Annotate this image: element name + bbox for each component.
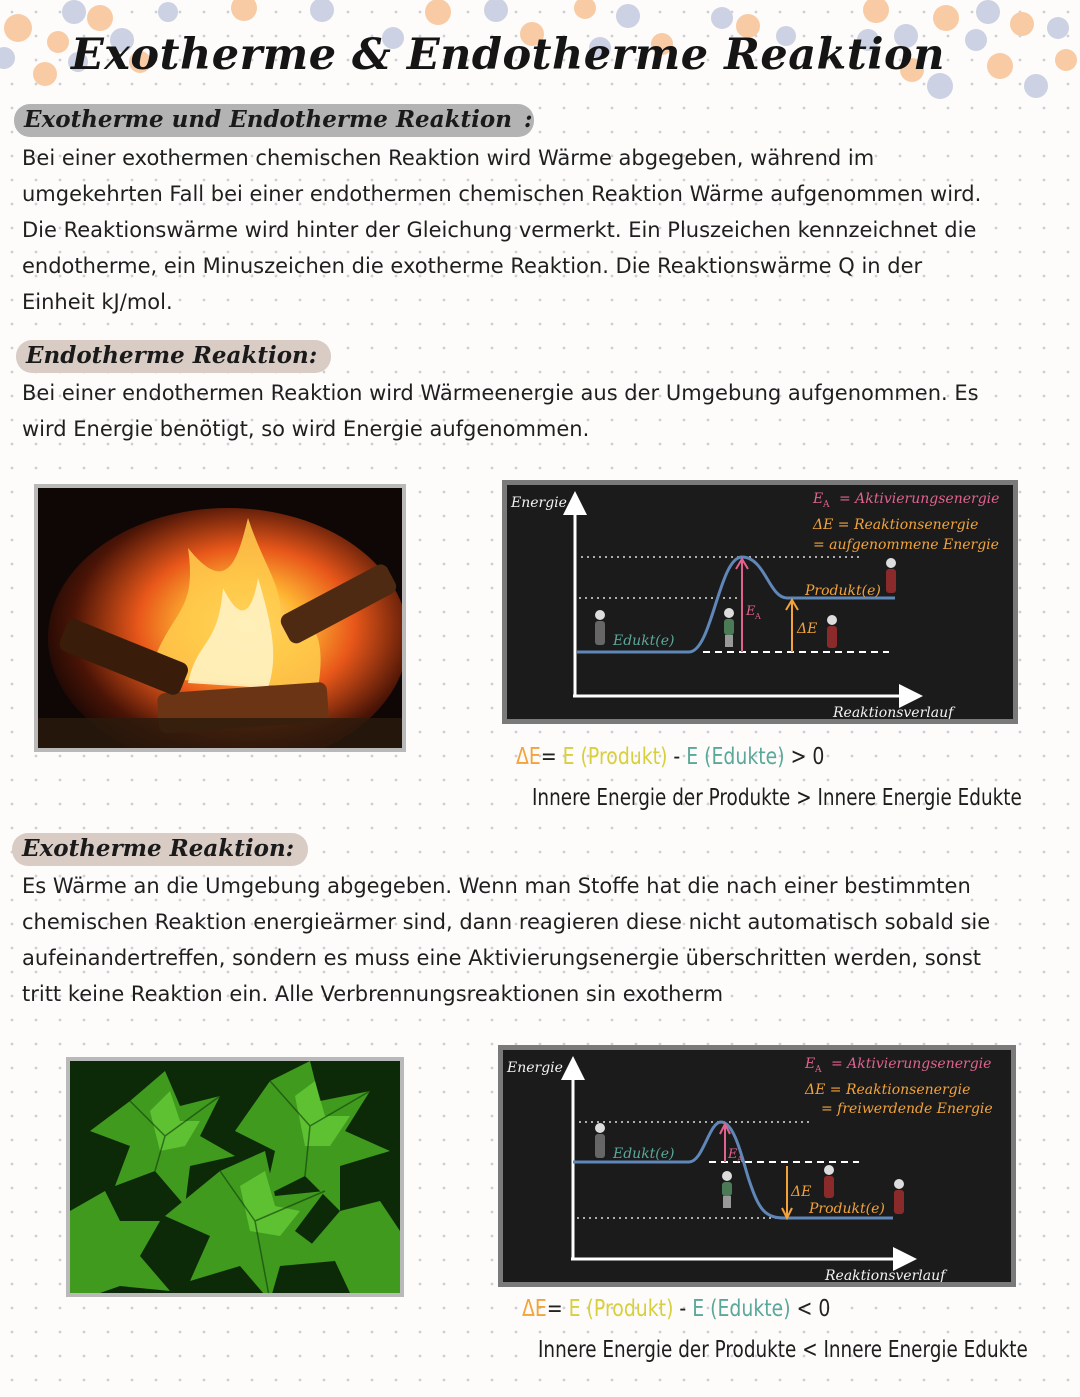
person-figure — [595, 1123, 605, 1158]
legend-ea-text: = Aktivierungsenergie — [839, 491, 1000, 507]
legend-ea-sub: A — [815, 1065, 822, 1075]
intro-line: endotherme, ein Minuszeichen die exotherme Reaktion. Die Reaktionswärme Q in der — [22, 254, 923, 278]
legend-ea-text: = Aktivierungsenergie — [831, 1056, 992, 1072]
intro-line: Bei einer exothermen chemischen Reaktion wird Wärme abgegeben, während im — [22, 146, 875, 170]
intro-line: umgekehrten Fall bei einer endothermen chemischen Reaktion Wärme aufgenommen wird. — [22, 182, 982, 206]
ea-label: E — [728, 1147, 738, 1162]
person-figure — [595, 610, 605, 645]
intro-line: Einheit kJ/mol. — [22, 290, 173, 314]
formula-minus: - — [673, 744, 681, 770]
exo-note: Innere Energie der Produkte < Innere Energie Edukte — [538, 1337, 1028, 1363]
endo-line: Bei einer endothermen Reaktion wird Wärmeenergie aus der Umgebung aufgenommen. Es — [22, 381, 979, 405]
formula-eq: = — [540, 744, 557, 770]
x-axis-label: Reaktionsverlauf — [825, 1268, 946, 1282]
exo-paragraph — [22, 868, 1052, 1012]
intro-heading-text: Exotherme und Endotherme Reaktion — [24, 106, 512, 133]
legend-de: ΔE = Reaktionsenergie — [813, 517, 979, 533]
fire-photo — [34, 484, 406, 752]
legend-ea: E — [813, 491, 824, 507]
exo-formula — [522, 1296, 830, 1322]
exo-line: aufeinandertreffen, sondern es muss eine Aktivierungsenergie überschritten werden, sonst — [22, 946, 982, 970]
ea-sub: A — [737, 1155, 743, 1164]
exo-heading: Exotherme Reaktion: — [12, 833, 308, 866]
formula-produkt: E (Produkt) — [568, 1296, 674, 1322]
legend-de2: = aufgenommene Energie — [813, 537, 999, 553]
endo-note: Innere Energie der Produkte > Innere Energie Edukte — [532, 785, 1022, 811]
exo-line: tritt keine Reaktion ein. Alle Verbrennungsreaktionen sin exotherm — [22, 982, 724, 1006]
exo-energy-diagram — [498, 1045, 1016, 1287]
product-label: Produkt(e) — [809, 1201, 885, 1217]
legend-ea: E — [805, 1056, 816, 1072]
person-figure — [886, 558, 896, 593]
leaves-photo — [66, 1057, 404, 1297]
exo-line: Es Wärme an die Umgebung abgegeben. Wenn man Stoffe hat die nach einer bestimmten — [22, 874, 971, 898]
page-title: Exotherme & Endotherme Reaktion — [71, 30, 945, 80]
formula-delta: ΔE — [522, 1296, 547, 1322]
legend-de2: = freiwerdende Energie — [821, 1101, 993, 1117]
ea-label: E — [746, 604, 756, 619]
intro-paragraph — [22, 140, 1052, 320]
de-label: ΔE — [791, 1184, 812, 1200]
x-axis-label: Reaktionsverlauf — [833, 705, 954, 719]
person-figure — [824, 1165, 834, 1198]
formula-eq: = — [546, 1296, 563, 1322]
educt-label: Edukt(e) — [613, 633, 675, 649]
de-label: ΔE — [797, 621, 818, 637]
endo-paragraph — [22, 375, 1052, 447]
person-figure — [722, 1171, 732, 1208]
y-axis-label: Energie — [511, 495, 567, 511]
intro-heading — [14, 104, 534, 137]
formula-edukte: E (Edukte) — [692, 1296, 791, 1322]
person-figure — [894, 1179, 904, 1214]
legend-ea-sub: A — [823, 500, 830, 510]
formula-produkt: E (Produkt) — [562, 744, 668, 770]
person-figure — [724, 608, 734, 647]
intro-line: Die Reaktionswärme wird hinter der Gleichung vermerkt. Ein Pluszeichen kennzeichnet die — [22, 218, 977, 242]
ea-sub: A — [755, 612, 761, 621]
formula-relation: > 0 — [790, 744, 825, 770]
formula-delta: ΔE — [516, 744, 541, 770]
y-axis-label: Energie — [507, 1060, 563, 1076]
legend-de: ΔE = Reaktionsenergie — [805, 1082, 971, 1098]
person-figure — [827, 615, 837, 648]
formula-minus: - — [679, 1296, 687, 1322]
endo-heading: Endotherme Reaktion: — [16, 340, 331, 373]
exo-line: chemischen Reaktion energieärmer sind, dann reagieren diese nicht automatisch sobald sie — [22, 910, 991, 934]
formula-edukte: E (Edukte) — [686, 744, 785, 770]
endo-formula — [516, 744, 824, 770]
educt-label: Edukt(e) — [613, 1146, 675, 1162]
formula-relation: < 0 — [796, 1296, 831, 1322]
product-label: Produkt(e) — [805, 583, 881, 599]
endo-line: wird Energie benötigt, so wird Energie aufgenommen. — [22, 417, 590, 441]
intro-heading-colon: : — [523, 106, 533, 133]
endo-energy-diagram — [502, 480, 1018, 724]
